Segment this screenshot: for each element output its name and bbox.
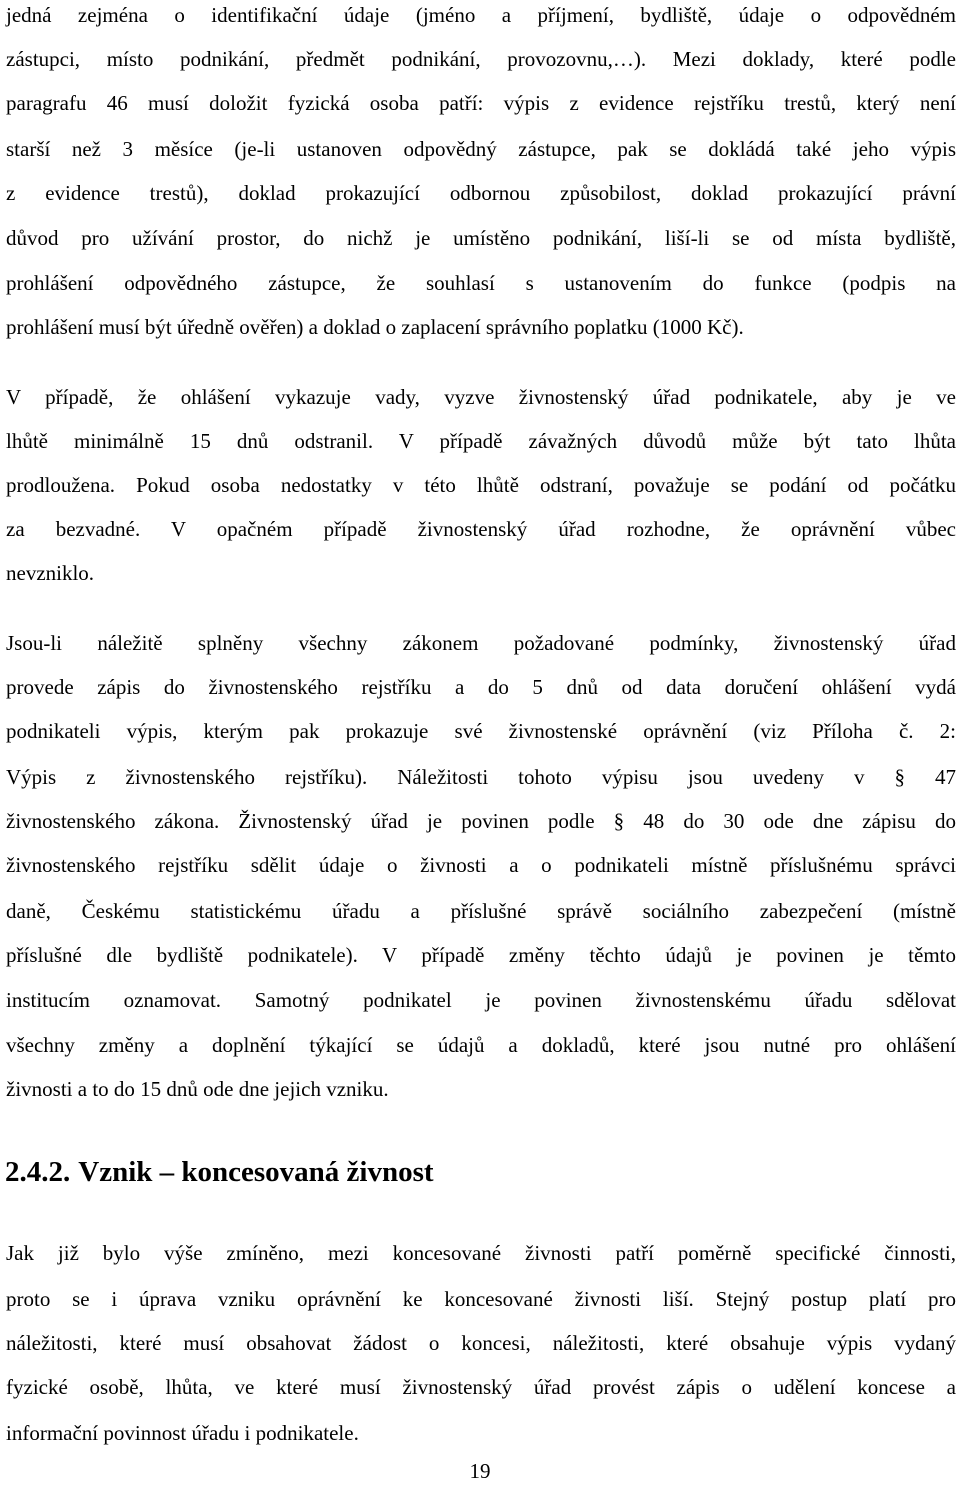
text-line: prohlášení odpovědného zástupce, že souhlasí s ustanovením do funkce (podpis na [6, 271, 956, 295]
text-line: starší než 3 měsíce (je-li ustanoven odpovědný zástupce, pak se dokládá také jeho výpis [6, 137, 956, 161]
text-line: informační povinnost úřadu i podnikatele. [6, 1421, 359, 1445]
text-line: živnostenského rejstříku sdělit údaje o živnosti a o podnikateli místně příslušnému správci [6, 853, 956, 877]
text-line: fyzické osobě, lhůta, ve které musí živnostenský úřad provést zápis o udělení koncese a [6, 1375, 956, 1399]
section-number: 2.4.2. [5, 1156, 71, 1188]
text-line: Výpis z živnostenského rejstříku). Náležitosti tohoto výpisu jsou uvedeny v § 47 [6, 765, 956, 789]
text-line: příslušné dle bydliště podnikatele). V případě změny těchto údajů je povinen je těmto [6, 943, 956, 967]
text-line: z evidence trestů), doklad prokazující odbornou způsobilost, doklad prokazující právní [6, 181, 956, 205]
text-line: daně, Českému statistickému úřadu a příslušné správě sociálního zabezpečení (místně [6, 899, 956, 923]
text-line: V případě, že ohlášení vykazuje vady, vyzve živnostenský úřad podnikatele, aby je ve [6, 385, 956, 409]
text-line: náležitosti, které musí obsahovat žádost o koncesi, náležitosti, které obsahuje výpis vydaný [6, 1331, 956, 1355]
page-number: 19 [469, 1459, 491, 1483]
text-line: živnostenského zákona. Živnostenský úřad je povinen podle § 48 do 30 ode dne zápisu do [6, 809, 956, 833]
text-line: proto se i úprava vzniku oprávnění ke koncesované živnosti liší. Stejný postup platí pro [6, 1287, 956, 1311]
text-line: živnosti a to do 15 dnů ode dne jejich vzniku. [6, 1077, 389, 1101]
text-line: Jsou-li náležitě splněny všechny zákonem požadované podmínky, živnostenský úřad [6, 631, 956, 655]
text-line: nevzniklo. [6, 561, 95, 585]
text-line: prodloužena. Pokud osoba nedostatky v této lhůtě odstraní, považuje se podání od počátku [6, 473, 956, 497]
text-line: důvod pro užívání prostor, do nichž je umístěno podnikání, liší-li se od místa bydliště, [6, 226, 956, 250]
text-line: všechny změny a doplnění týkající se údajů a dokladů, které jsou nutné pro ohlášení [6, 1033, 956, 1057]
text-line: lhůtě minimálně 15 dnů odstranil. V případě závažných důvodů může být tato lhůta [6, 429, 956, 453]
text-line: za bezvadné. V opačném případě živnostenský úřad rozhodne, že oprávnění vůbec [6, 517, 956, 541]
text-line: Jak již bylo výše zmíněno, mezi koncesované živnosti patří poměrně specifické činnosti, [6, 1241, 956, 1265]
section-title: Vznik – koncesovaná živnost [78, 1156, 434, 1188]
text-line: podnikateli výpis, kterým pak prokazuje své živnostenské oprávnění (viz Příloha č. 2: [6, 719, 956, 743]
section-heading [5, 1154, 434, 1190]
text-line: jedná zejména o identifikační údaje (jméno a příjmení, bydliště, údaje o odpovědném [6, 3, 956, 27]
text-line: prohlášení musí být úředně ověřen) a doklad o zaplacení správního poplatku (1000 Kč). [6, 315, 744, 339]
text-line: institucím oznamovat. Samotný podnikatel je povinen živnostenskému úřadu sdělovat [6, 988, 956, 1012]
text-line: paragrafu 46 musí doložit fyzická osoba patří: výpis z evidence rejstříku trestů, který není [6, 91, 956, 115]
text-line: zástupci, místo podnikání, předmět podnikání, provozovnu,…). Mezi doklady, které podle [6, 47, 956, 71]
text-line: provede zápis do živnostenského rejstříku a do 5 dnů od data doručení ohlášení vydá [6, 675, 956, 699]
